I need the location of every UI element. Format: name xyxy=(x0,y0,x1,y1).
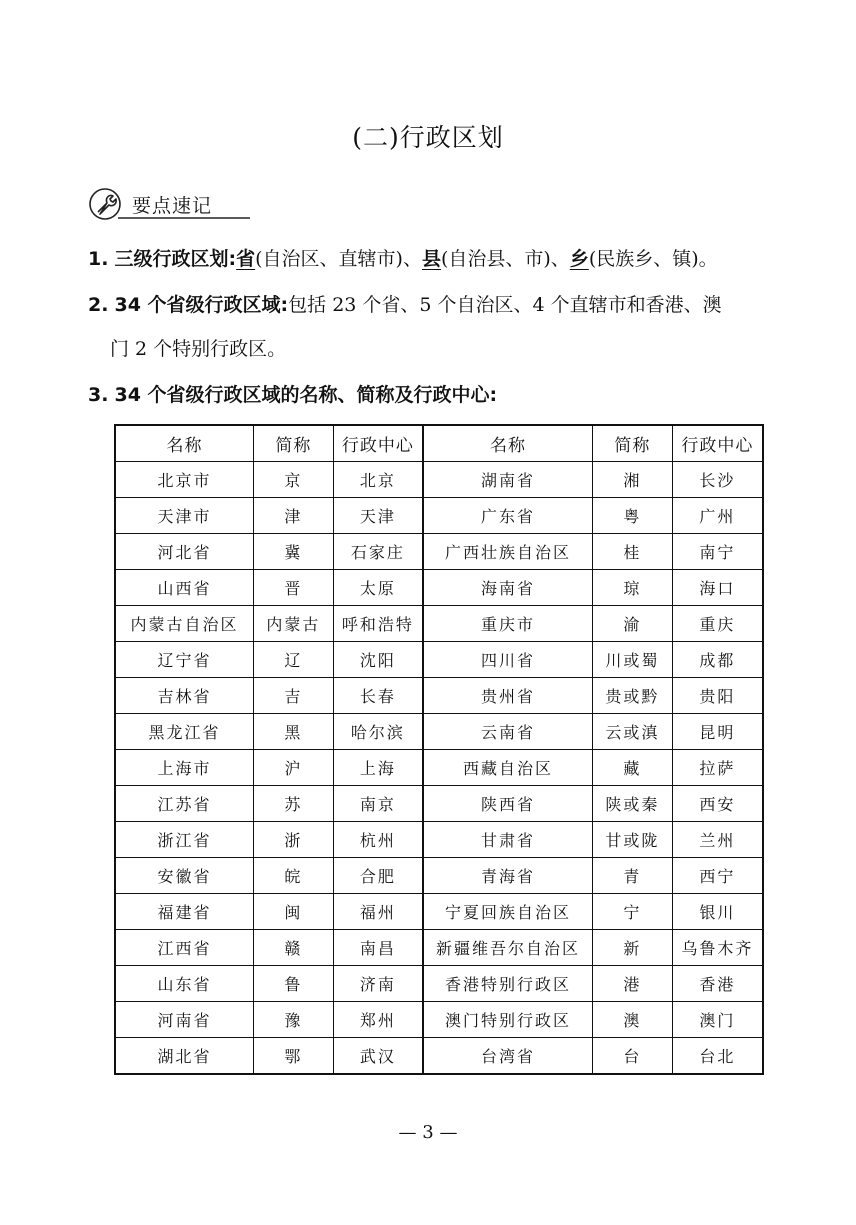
cell-capital: 南宁 xyxy=(672,534,763,570)
cell-name: 河北省 xyxy=(115,534,254,570)
cell-capital: 昆明 xyxy=(672,714,763,750)
point-lead: 34 个省级行政区域的名称、简称及行政中心: xyxy=(114,384,498,406)
cell-capital: 重庆 xyxy=(672,606,763,642)
cell-abbr: 桂 xyxy=(592,534,672,570)
cell-abbr: 湘 xyxy=(592,462,672,498)
cell-capital: 西宁 xyxy=(672,858,763,894)
cell-abbr: 台 xyxy=(592,1038,672,1075)
table-row xyxy=(115,966,763,1002)
table-row xyxy=(115,1002,763,1038)
cell-abbr: 琼 xyxy=(592,570,672,606)
table-row xyxy=(115,1038,763,1075)
point-1 xyxy=(88,236,718,282)
table-row xyxy=(115,894,763,930)
cell-capital: 长春 xyxy=(333,678,423,714)
cell-abbr: 闽 xyxy=(254,894,334,930)
cell-name: 广东省 xyxy=(423,498,592,534)
cell-name: 湖南省 xyxy=(423,462,592,498)
cell-name: 江苏省 xyxy=(115,786,254,822)
term-county: 县 xyxy=(421,248,441,270)
cell-capital: 海口 xyxy=(672,570,763,606)
cell-name: 新疆维吾尔自治区 xyxy=(423,930,592,966)
header-name: 名称 xyxy=(115,425,254,462)
cell-abbr: 皖 xyxy=(254,858,334,894)
cell-capital: 郑州 xyxy=(333,1002,423,1038)
section-header xyxy=(88,186,258,222)
table-row xyxy=(115,930,763,966)
point-number: 1. xyxy=(88,248,109,270)
cell-capital: 广州 xyxy=(672,498,763,534)
table-row xyxy=(115,606,763,642)
cell-abbr: 赣 xyxy=(254,930,334,966)
cell-capital: 济南 xyxy=(333,966,423,1002)
cell-capital: 兰州 xyxy=(672,822,763,858)
table-row xyxy=(115,498,763,534)
cell-name: 吉林省 xyxy=(115,678,254,714)
term-note: (自治县、市)、 xyxy=(440,248,570,270)
cell-name: 天津市 xyxy=(115,498,254,534)
cell-name: 四川省 xyxy=(423,642,592,678)
table-row xyxy=(115,462,763,498)
cell-capital: 武汉 xyxy=(333,1038,423,1075)
table-row xyxy=(115,858,763,894)
point-2-continued: 门 2 个特别行政区。 xyxy=(110,338,287,360)
header-name: 名称 xyxy=(423,425,592,462)
cell-name: 内蒙古自治区 xyxy=(115,606,254,642)
point-3 xyxy=(88,372,497,418)
cell-name: 上海市 xyxy=(115,750,254,786)
cell-capital: 银川 xyxy=(672,894,763,930)
point-text: 包括 23 个省、5 个自治区、4 个直辖市和香港、澳 xyxy=(288,294,722,316)
cell-name: 黑龙江省 xyxy=(115,714,254,750)
term-note: (民族乡、镇)。 xyxy=(588,248,718,270)
cell-capital: 福州 xyxy=(333,894,423,930)
cell-name: 香港特别行政区 xyxy=(423,966,592,1002)
term-note: (自治区、直辖市)、 xyxy=(255,248,422,270)
cell-name: 澳门特别行政区 xyxy=(423,1002,592,1038)
cell-capital: 贵阳 xyxy=(672,678,763,714)
cell-abbr: 鲁 xyxy=(254,966,334,1002)
table-row xyxy=(115,750,763,786)
table-row xyxy=(115,822,763,858)
point-lead: 三级行政区划: xyxy=(114,248,237,270)
cell-abbr: 宁 xyxy=(592,894,672,930)
cell-name: 甘肃省 xyxy=(423,822,592,858)
cell-name: 广西壮族自治区 xyxy=(423,534,592,570)
cell-name: 江西省 xyxy=(115,930,254,966)
cell-capital: 台北 xyxy=(672,1038,763,1075)
cell-capital: 太原 xyxy=(333,570,423,606)
cell-capital: 上海 xyxy=(333,750,423,786)
cell-name: 山西省 xyxy=(115,570,254,606)
section-label: 要点速记 xyxy=(132,195,213,217)
cell-name: 西藏自治区 xyxy=(423,750,592,786)
cell-abbr: 川或蜀 xyxy=(592,642,672,678)
cell-capital: 北京 xyxy=(333,462,423,498)
cell-abbr: 浙 xyxy=(254,822,334,858)
header-abbr: 简称 xyxy=(592,425,672,462)
cell-capital: 天津 xyxy=(333,498,423,534)
cell-name: 山东省 xyxy=(115,966,254,1002)
cell-name: 安徽省 xyxy=(115,858,254,894)
cell-name: 福建省 xyxy=(115,894,254,930)
page-title: (二)行政区划 xyxy=(352,123,504,152)
cell-capital: 拉萨 xyxy=(672,750,763,786)
cell-name: 浙江省 xyxy=(115,822,254,858)
cell-abbr: 晋 xyxy=(254,570,334,606)
cell-abbr: 黑 xyxy=(254,714,334,750)
cell-capital: 沈阳 xyxy=(333,642,423,678)
cell-name: 海南省 xyxy=(423,570,592,606)
cell-capital: 杭州 xyxy=(333,822,423,858)
cell-abbr: 陕或秦 xyxy=(592,786,672,822)
table-header-row xyxy=(115,425,763,462)
table-row xyxy=(115,714,763,750)
cell-name: 台湾省 xyxy=(423,1038,592,1075)
table-row xyxy=(115,786,763,822)
cell-name: 重庆市 xyxy=(423,606,592,642)
table-row xyxy=(115,570,763,606)
cell-abbr: 青 xyxy=(592,858,672,894)
cell-abbr: 鄂 xyxy=(254,1038,334,1075)
cell-abbr: 豫 xyxy=(254,1002,334,1038)
cell-abbr: 苏 xyxy=(254,786,334,822)
cell-name: 宁夏回族自治区 xyxy=(423,894,592,930)
term-province: 省 xyxy=(236,248,256,270)
cell-abbr: 津 xyxy=(254,498,334,534)
cell-name: 贵州省 xyxy=(423,678,592,714)
cell-name: 青海省 xyxy=(423,858,592,894)
cell-capital: 澳门 xyxy=(672,1002,763,1038)
point-lead: 34 个省级行政区域: xyxy=(114,294,289,316)
cell-abbr: 甘或陇 xyxy=(592,822,672,858)
cell-capital: 香港 xyxy=(672,966,763,1002)
cell-abbr: 吉 xyxy=(254,678,334,714)
regions-table xyxy=(114,424,764,1075)
cell-capital: 成都 xyxy=(672,642,763,678)
cell-abbr: 粤 xyxy=(592,498,672,534)
cell-abbr: 辽 xyxy=(254,642,334,678)
table-row xyxy=(115,534,763,570)
page-number: — 3 — xyxy=(398,1122,458,1143)
cell-abbr: 冀 xyxy=(254,534,334,570)
cell-name: 陕西省 xyxy=(423,786,592,822)
cell-capital: 西安 xyxy=(672,786,763,822)
header-abbr: 简称 xyxy=(254,425,334,462)
cell-name: 北京市 xyxy=(115,462,254,498)
cell-capital: 石家庄 xyxy=(333,534,423,570)
cell-abbr: 内蒙古 xyxy=(254,606,334,642)
cell-abbr: 澳 xyxy=(592,1002,672,1038)
point-number: 2. xyxy=(88,294,109,316)
cell-abbr: 新 xyxy=(592,930,672,966)
cell-abbr: 藏 xyxy=(592,750,672,786)
header-capital: 行政中心 xyxy=(333,425,423,462)
cell-abbr: 云或滇 xyxy=(592,714,672,750)
cell-abbr: 渝 xyxy=(592,606,672,642)
point-number: 3. xyxy=(88,384,109,406)
cell-name: 云南省 xyxy=(423,714,592,750)
table-row xyxy=(115,678,763,714)
term-township: 乡 xyxy=(569,248,589,270)
cell-capital: 乌鲁木齐 xyxy=(672,930,763,966)
cell-capital: 合肥 xyxy=(333,858,423,894)
cell-abbr: 港 xyxy=(592,966,672,1002)
cell-name: 湖北省 xyxy=(115,1038,254,1075)
point-2 xyxy=(88,282,722,328)
cell-abbr: 贵或黔 xyxy=(592,678,672,714)
cell-abbr: 沪 xyxy=(254,750,334,786)
table-row xyxy=(115,642,763,678)
cell-name: 河南省 xyxy=(115,1002,254,1038)
cell-capital: 长沙 xyxy=(672,462,763,498)
cell-capital: 南京 xyxy=(333,786,423,822)
cell-name: 辽宁省 xyxy=(115,642,254,678)
cell-capital: 呼和浩特 xyxy=(333,606,423,642)
header-capital: 行政中心 xyxy=(672,425,763,462)
cell-capital: 哈尔滨 xyxy=(333,714,423,750)
cell-capital: 南昌 xyxy=(333,930,423,966)
cell-abbr: 京 xyxy=(254,462,334,498)
